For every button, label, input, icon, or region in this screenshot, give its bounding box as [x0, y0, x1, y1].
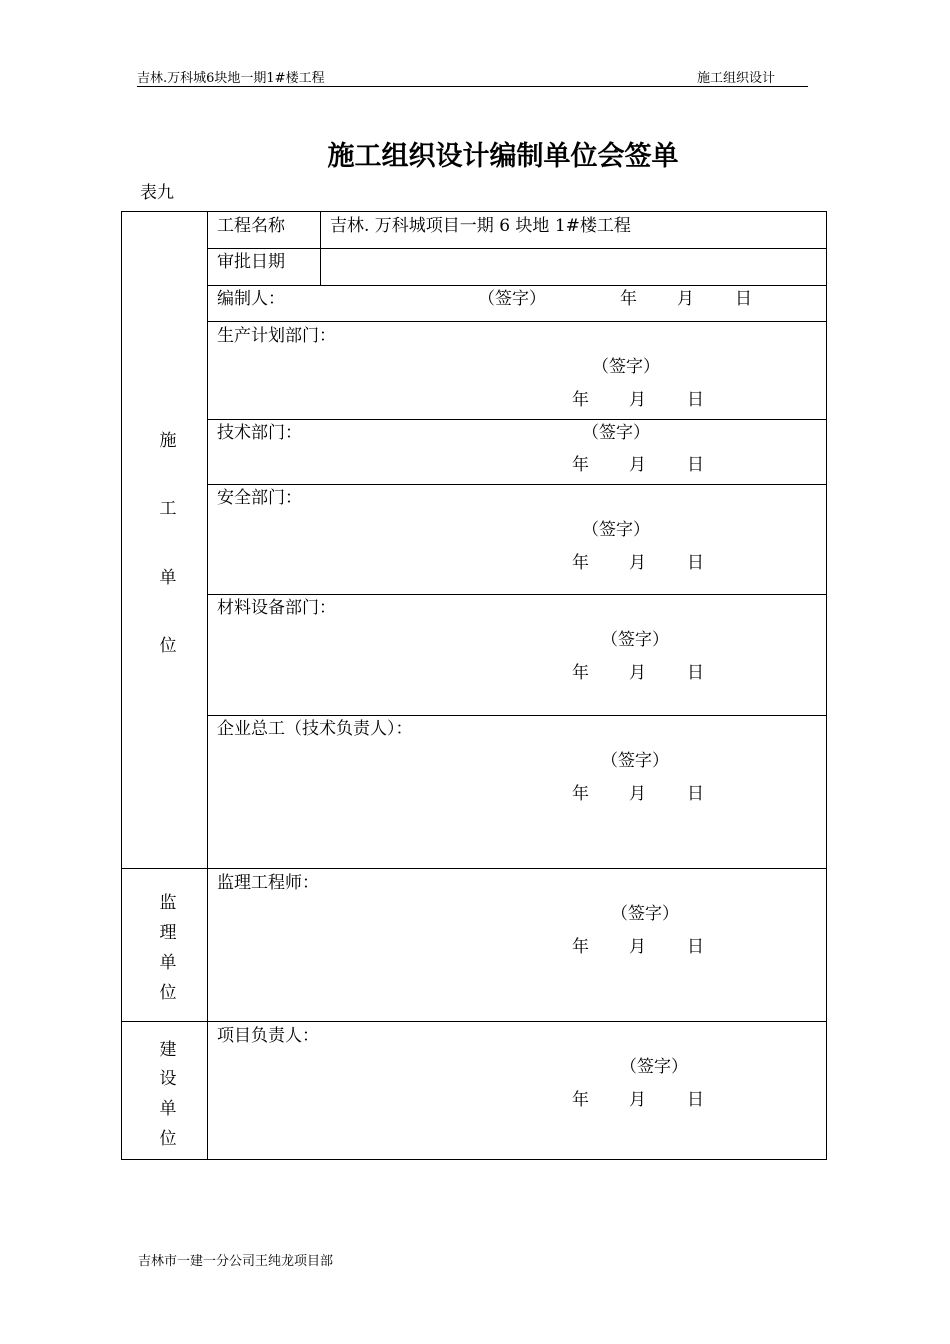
table-row-divider: [207, 321, 827, 322]
construction-unit-char: 位: [159, 636, 177, 656]
owner-unit-char: 单: [159, 1099, 177, 1119]
construction-unit-char: 施: [159, 431, 177, 451]
footer-organization: 吉林市一建一分公司王纯龙项目部: [138, 1254, 334, 1269]
date-day: 日: [687, 784, 704, 804]
date-day: 日: [687, 553, 704, 573]
signature-placeholder: （签字）: [601, 630, 669, 650]
date-day: 日: [687, 455, 704, 475]
table-row-divider: [207, 285, 827, 286]
table-border-top: [121, 211, 827, 212]
supervision-unit-char: 理: [159, 923, 177, 943]
date-month: 月: [629, 390, 646, 410]
date-month: 月: [629, 784, 646, 804]
supervision-unit-char: 位: [159, 983, 177, 1003]
date-year: 年: [572, 784, 589, 804]
project-name-label: 工程名称: [217, 216, 285, 236]
page-title: 施工组织设计编制单位会签单: [327, 141, 679, 172]
safety-dept-label: 安全部门：: [217, 488, 302, 508]
date-year: 年: [620, 289, 637, 309]
table-row-divider: [121, 868, 827, 869]
date-day: 日: [687, 1090, 704, 1110]
project-leader-label: 项目负责人：: [217, 1026, 319, 1046]
construction-unit-char: 工: [159, 499, 177, 519]
signature-placeholder: （签字）: [582, 520, 650, 540]
owner-unit-char: 建: [159, 1040, 177, 1060]
owner-unit-char: 位: [159, 1129, 177, 1149]
table-row-divider: [207, 248, 827, 249]
date-month: 月: [629, 455, 646, 475]
date-month: 月: [629, 937, 646, 957]
supervisor-label: 监理工程师：: [217, 873, 319, 893]
header-rule: [137, 86, 808, 87]
supervision-unit-char: 监: [159, 893, 177, 913]
table-border-left: [121, 211, 122, 1160]
owner-unit-char: 设: [159, 1069, 177, 1089]
signature-placeholder: （签字）: [620, 1057, 688, 1077]
production-dept-label: 生产计划部门：: [217, 326, 336, 346]
header-document-type: 施工组织设计: [697, 71, 776, 86]
date-day: 日: [687, 390, 704, 410]
date-year: 年: [572, 1090, 589, 1110]
signature-placeholder: （签字）: [592, 357, 660, 377]
chief-engineer-label: 企业总工（技术负责人）：: [217, 719, 413, 739]
signature-placeholder: （签字）: [611, 904, 679, 924]
signature-placeholder: （签字）: [478, 289, 546, 309]
date-day: 日: [687, 663, 704, 683]
date-day: 日: [735, 289, 752, 309]
supervision-unit-char: 单: [159, 953, 177, 973]
signature-placeholder: （签字）: [601, 751, 669, 771]
table-group-divider: [207, 211, 208, 1160]
date-year: 年: [572, 455, 589, 475]
table-number: 表九: [140, 183, 174, 203]
table-border-right: [826, 211, 827, 1160]
table-row-divider: [207, 484, 827, 485]
date-month: 月: [629, 553, 646, 573]
header-project-name: 吉林.万科城6块地一期1#楼工程: [137, 71, 325, 86]
project-name-value: 吉林. 万科城项目一期 6 块地 1#楼工程: [330, 216, 631, 236]
date-day: 日: [687, 937, 704, 957]
table-row-divider: [207, 715, 827, 716]
table-row-divider: [207, 419, 827, 420]
date-year: 年: [572, 937, 589, 957]
date-month: 月: [629, 1090, 646, 1110]
tech-dept-label: 技术部门：: [217, 423, 302, 443]
construction-unit-char: 单: [159, 568, 177, 588]
date-month: 月: [677, 289, 694, 309]
compiler-label: 编制人：: [217, 289, 285, 309]
date-month: 月: [629, 663, 646, 683]
material-dept-label: 材料设备部门：: [217, 598, 336, 618]
approval-date-label: 审批日期: [217, 252, 285, 272]
date-year: 年: [572, 553, 589, 573]
signature-placeholder: （签字）: [582, 423, 650, 443]
table-border-bottom: [121, 1159, 827, 1160]
table-row-divider: [207, 594, 827, 595]
date-year: 年: [572, 663, 589, 683]
table-row-divider: [121, 1021, 827, 1022]
date-year: 年: [572, 390, 589, 410]
